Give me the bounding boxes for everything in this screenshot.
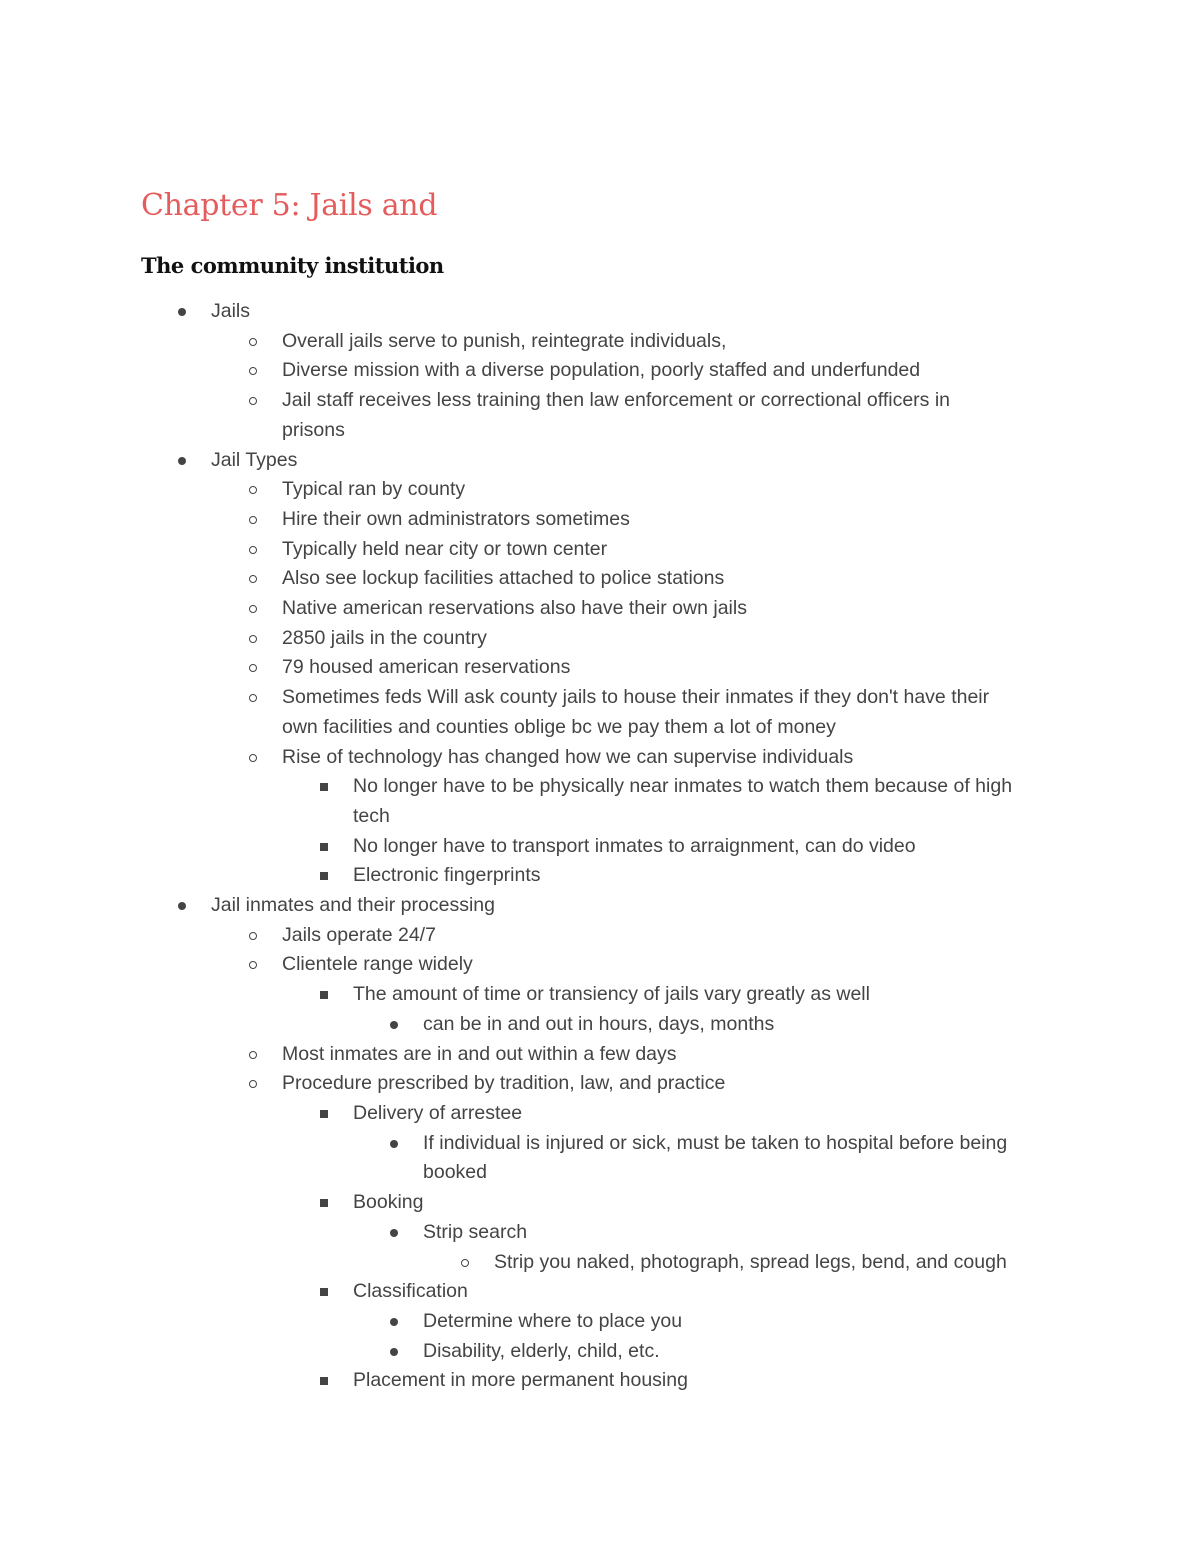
square-bullet-icon [320,872,328,880]
square-bullet-icon [320,1110,328,1118]
outline-item-text: Typically held near city or town center [282,537,608,560]
outline-item-text: Procedure prescribed by tradition, law, and practice [282,1072,726,1095]
outline-item-text: Booking [353,1191,424,1214]
outline-item-text: No longer have to transport inmates to arraignment, can do video [353,834,916,857]
circle-bullet-icon [249,694,257,702]
outline-item-text: Strip search [423,1220,528,1243]
outline-item [0,475,1200,505]
circle-bullet-icon [249,397,257,405]
outline-item [0,386,1200,445]
outline-item [0,594,1200,624]
outline-item [0,832,1200,862]
circle-bullet-icon [249,961,257,969]
outline-item [0,1129,1200,1188]
square-bullet-icon [320,1288,328,1296]
notes-outline [0,297,1200,1396]
disc-bullet-icon [178,457,186,465]
outline-item-text: Jails [211,300,251,322]
circle-bullet-icon [249,754,257,762]
outline-item-text: 79 housed american reservations [282,656,571,679]
outline-item [0,624,1200,654]
square-bullet-icon [320,843,328,851]
square-bullet-icon [320,783,328,791]
circle-bullet-icon [249,605,257,613]
outline-item-continuation: own facilities and counties oblige bc we pay them a lot of money [282,715,836,738]
outline-item-text: Placement in more permanent housing [353,1369,688,1392]
outline-item [0,1010,1200,1040]
outline-item-text: 2850 jails in the country [282,626,487,649]
disc-bullet-icon [390,1140,398,1148]
circle-bullet-icon [249,635,257,643]
disc-bullet-icon [390,1021,398,1029]
outline-item [0,861,1200,891]
outline-item [0,356,1200,386]
outline-item [0,980,1200,1010]
outline-item [0,683,1200,742]
outline-item [0,950,1200,980]
circle-bullet-icon [249,1051,257,1059]
outline-item [0,505,1200,535]
outline-item-text: Jails operate 24/7 [282,923,436,946]
outline-item [0,772,1200,831]
disc-bullet-icon [390,1348,398,1356]
page-title: Chapter 5: Jails and [141,188,438,223]
outline-item-text: can be in and out in hours, days, months [423,1012,775,1035]
outline-item-text: Jail staff receives less training then law enforcement or correctional officers in [282,389,951,412]
outline-item-text: Electronic fingerprints [353,864,541,887]
outline-item-text: Clientele range widely [282,953,473,976]
square-bullet-icon [320,991,328,999]
outline-item-text: Strip you naked, photograph, spread legs, bend, and cough [494,1250,1007,1273]
outline-item-text: If individual is injured or sick, must be taken to hospital before being [423,1131,1008,1154]
disc-bullet-icon [178,308,186,316]
disc-bullet-icon [178,902,186,910]
outline-item-text: No longer have to be physically near inmates to watch them because of high [353,775,1013,798]
outline-item [0,1307,1200,1337]
disc-bullet-icon [390,1229,398,1237]
circle-bullet-icon [249,546,257,554]
outline-item [0,297,1200,327]
circle-bullet-icon [249,516,257,524]
outline-item-text: Typical ran by county [282,478,466,501]
outline-item-continuation: tech [353,804,390,827]
disc-bullet-icon [390,1318,398,1326]
outline-item [0,743,1200,773]
circle-bullet-icon [249,338,257,346]
outline-item [0,1366,1200,1396]
section-heading: The community institution [141,253,444,278]
outline-item [0,564,1200,594]
outline-item-text: Classification [353,1280,468,1303]
outline-item [0,1218,1200,1248]
square-bullet-icon [320,1377,328,1385]
outline-item-continuation: booked [423,1161,487,1184]
outline-item-text: Disability, elderly, child, etc. [423,1339,660,1362]
outline-item-text: Also see lockup facilities attached to police stations [282,567,725,590]
outline-item [0,1248,1200,1278]
outline-item-text: Rise of technology has changed how we can supervise individuals [282,745,854,768]
outline-item [0,1099,1200,1129]
outline-item-text: Diverse mission with a diverse population, poorly staffed and underfunded [282,359,921,382]
outline-item [0,535,1200,565]
outline-item [0,1188,1200,1218]
outline-item-text: Overall jails serve to punish, reintegrate individuals, [282,329,727,352]
outline-item-continuation: prisons [282,418,345,441]
outline-item-text: The amount of time or transiency of jails vary greatly as well [353,983,870,1006]
outline-item [0,653,1200,683]
outline-item-text: Jail inmates and their processing [211,894,495,917]
circle-bullet-icon [249,664,257,672]
outline-item-text: Hire their own administrators sometimes [282,507,630,530]
outline-item-text: Jail Types [211,448,298,471]
outline-item [0,1277,1200,1307]
outline-item [0,327,1200,357]
outline-item-text: Sometimes feds Will ask county jails to house their inmates if they don't have their [282,686,990,709]
circle-bullet-icon [249,486,257,494]
outline-item [0,921,1200,951]
circle-bullet-icon [249,575,257,583]
outline-item [0,1040,1200,1070]
circle-bullet-icon [249,1080,257,1088]
circle-bullet-icon [249,932,257,940]
outline-item [0,891,1200,921]
outline-item-text: Most inmates are in and out within a few days [282,1042,677,1065]
outline-item [0,446,1200,476]
circle-bullet-icon [249,367,257,375]
square-bullet-icon [320,1199,328,1207]
circle-bullet-icon [461,1259,469,1267]
outline-item [0,1337,1200,1367]
outline-item-text: Determine where to place you [423,1309,683,1332]
outline-item-text: Delivery of arrestee [353,1101,523,1124]
outline-item-text: Native american reservations also have their own jails [282,597,747,620]
outline-item [0,1069,1200,1099]
